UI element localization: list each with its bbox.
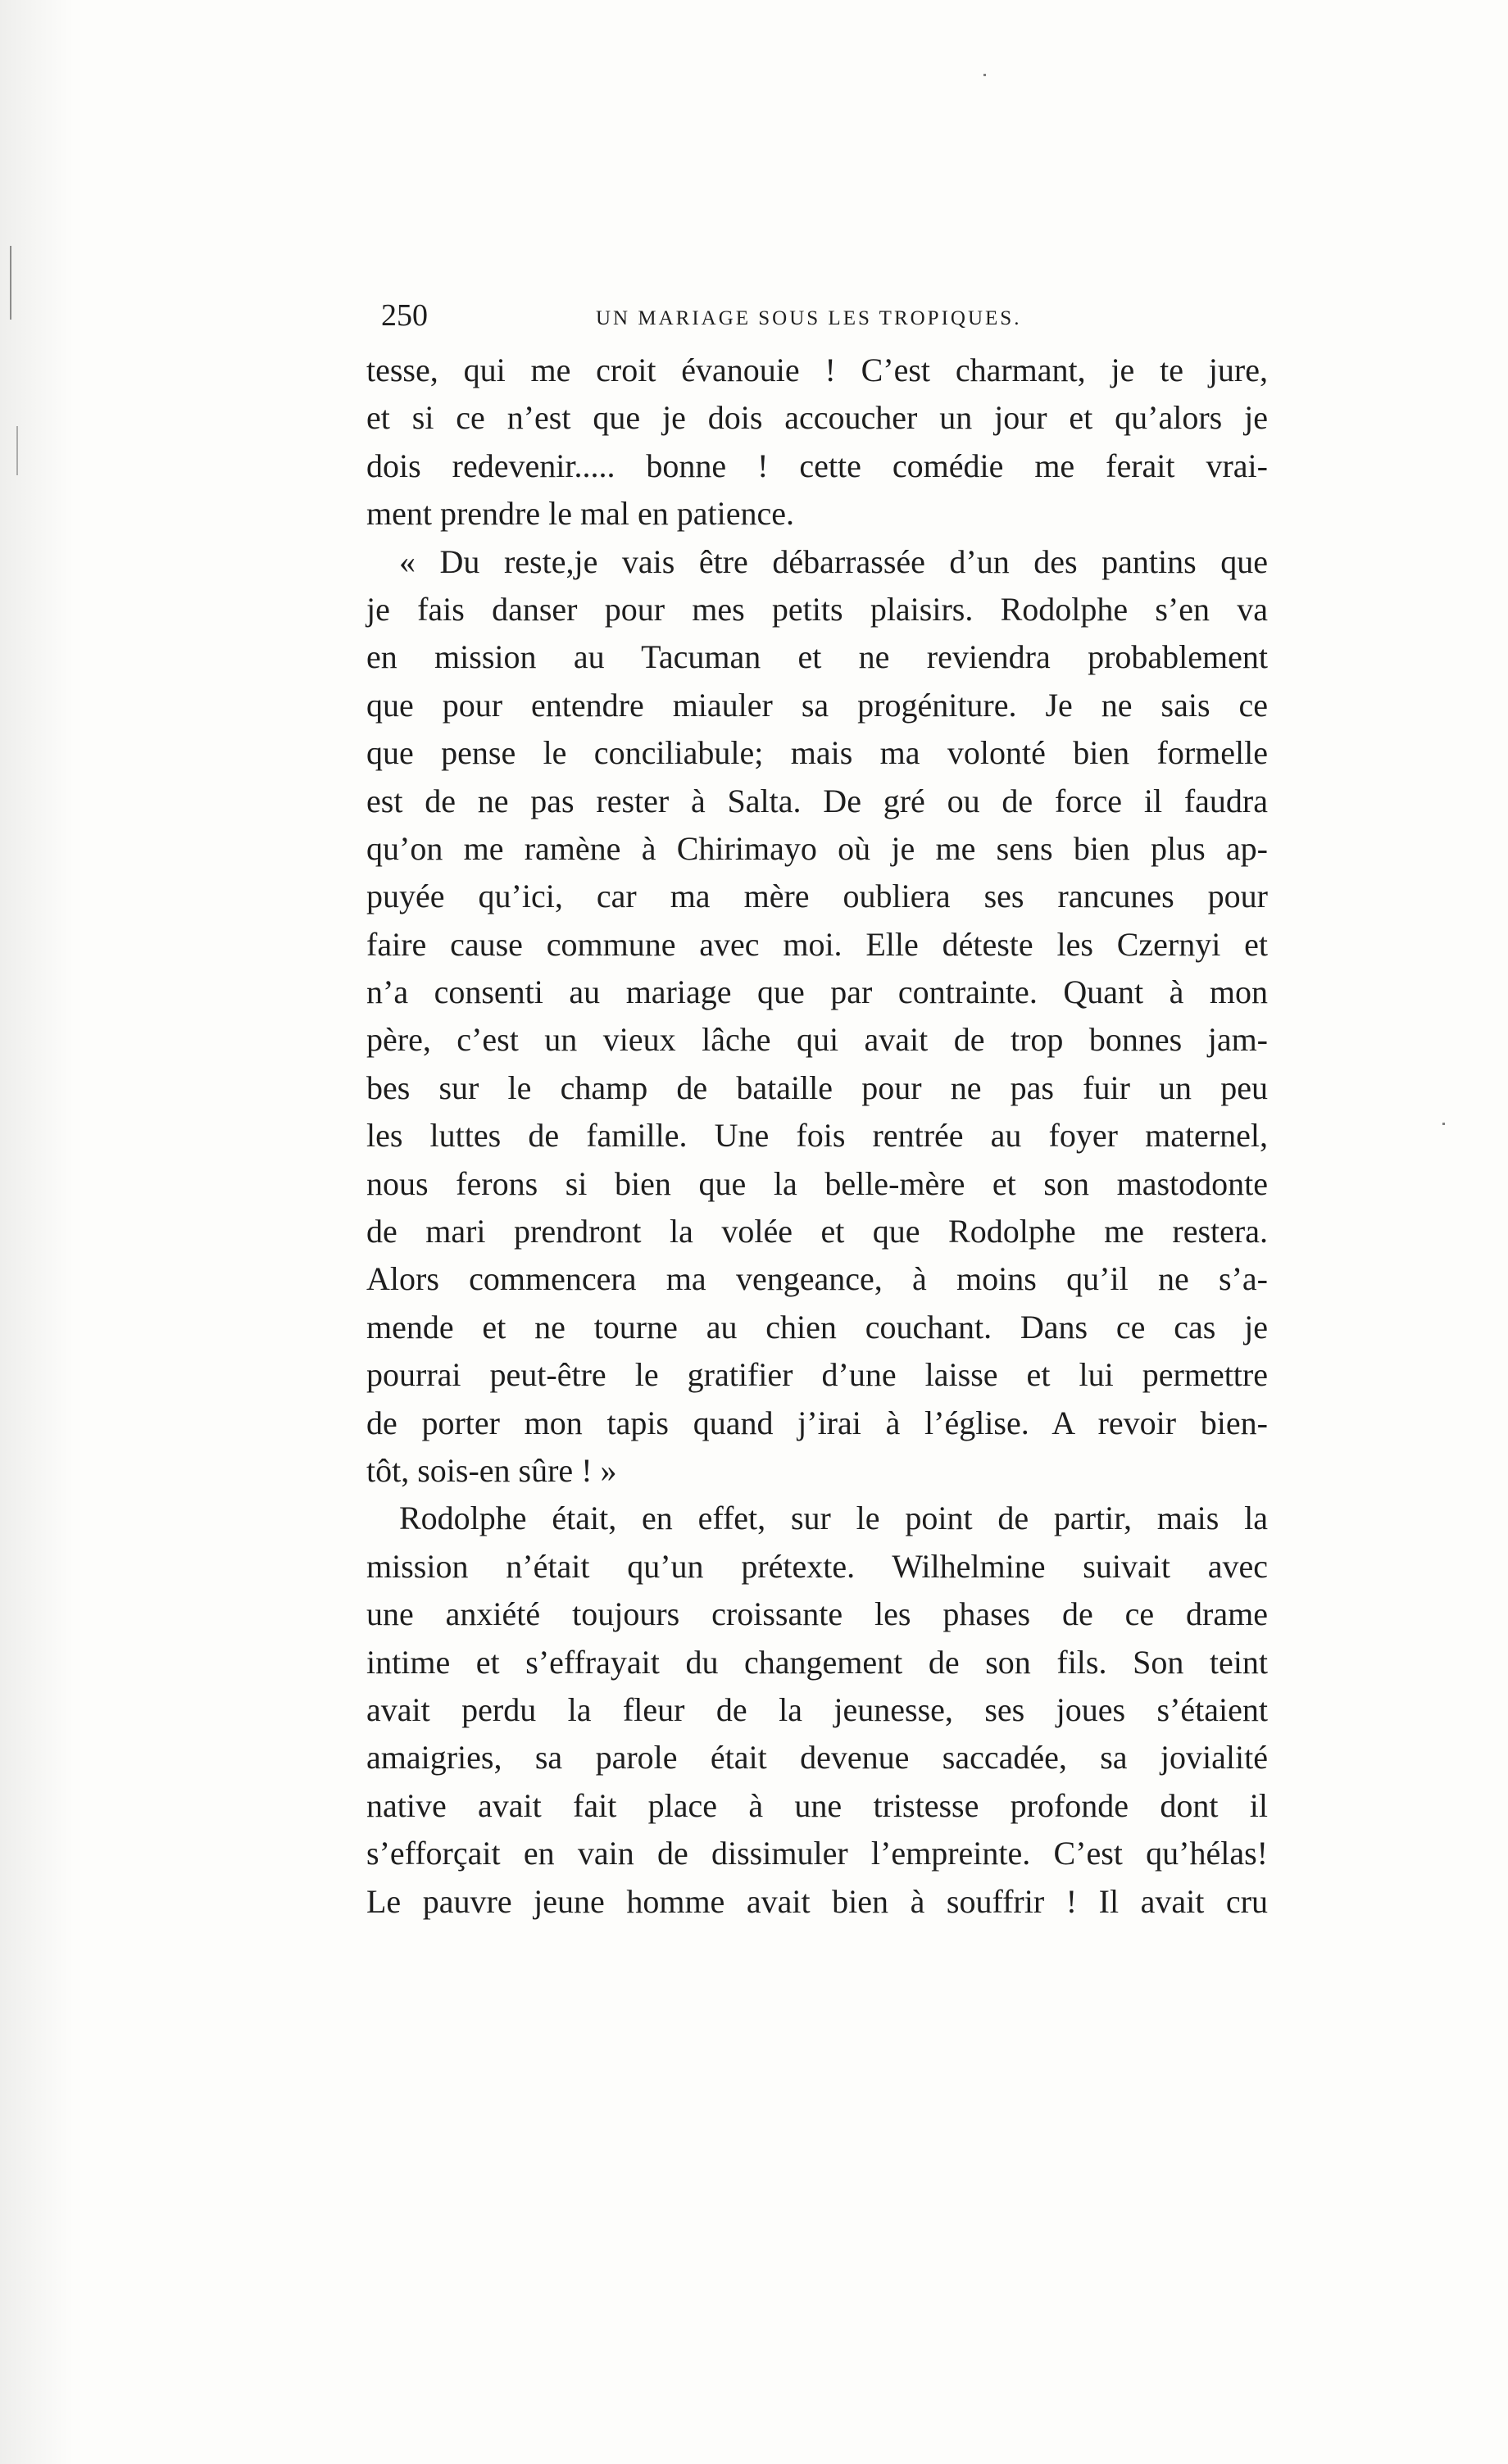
text-line: s’efforçait en vain de dissimuler l’empreinte. C’est qu’hélas! [366, 1835, 1268, 1872]
scan-speck [1442, 1123, 1445, 1125]
text-line: et si ce n’est que je dois accoucher un jour et qu’alors je [366, 399, 1268, 437]
book-page [366, 291, 1268, 1926]
text-line: père, c’est un vieux lâche qui avait de trop bonnes jam- [366, 1021, 1268, 1059]
text-line: en mission au Tacuman et ne reviendra probablement [366, 638, 1268, 676]
text-line: n’a consenti au mariage que par contrainte. Quant à mon [366, 973, 1268, 1011]
text-line: pourrai peut-être le gratifier d’une laisse et lui permettre [366, 1356, 1268, 1394]
text-line: puyée qu’ici, car ma mère oubliera ses rancunes pour [366, 878, 1268, 915]
scan-shadow [0, 0, 74, 2464]
text-line: faire cause commune avec moi. Elle déteste les Czernyi et [366, 925, 1268, 963]
text-line: je fais danser pour mes petits plaisirs. Rodolphe s’en va [366, 590, 1268, 628]
text-line: que pour entendre miauler sa progéniture. Je ne sais ce [366, 686, 1268, 724]
text-line: tôt, sois-en sûre ! » [366, 1451, 617, 1489]
text-line: dois redevenir..... bonne ! cette comédie me ferait vrai- [366, 447, 1268, 484]
text-line: amaigries, sa parole était devenue saccadée, sa jovialité [366, 1739, 1268, 1777]
text-line: de mari prendront la volée et que Rodolphe me restera. [366, 1213, 1268, 1250]
text-line: bes sur le champ de bataille pour ne pas fuir un peu [366, 1069, 1268, 1106]
text-line: intime et s’effrayait du changement de son fils. Son teint [366, 1643, 1268, 1681]
text-line: nous ferons si bien que la belle-mère et son mastodonte [366, 1164, 1268, 1202]
text-line: mende et ne tourne au chien couchant. Dans ce cas je [366, 1308, 1268, 1345]
text-line: de porter mon tapis quand j’irai à l’église. A revoir bien- [366, 1404, 1268, 1441]
page-number: 250 [381, 298, 428, 333]
scan-speck [983, 74, 986, 76]
running-head [366, 291, 1268, 340]
scan-speck [16, 426, 18, 475]
text-line: les luttes de famille. Une fois rentrée au foyer maternel, [366, 1117, 1268, 1155]
text-line: Rodolphe était, en effet, sur le point de partir, mais la [399, 1500, 1268, 1537]
text-line: une anxiété toujours croissante les phases de ce drame [366, 1595, 1268, 1633]
text-line: mission n’était qu’un prétexte. Wilhelmine suivait avec [366, 1547, 1268, 1585]
text-line: Le pauvre jeune homme avait bien à souffrir ! Il avait cru [366, 1882, 1268, 1920]
text-line: « Du reste,je vais être débarrassée d’un des pantins que [399, 542, 1268, 580]
text-line: qu’on me ramène à Chirimayo où je me sens bien plus ap- [366, 829, 1268, 867]
scan-speck [10, 246, 11, 320]
text-line: native avait fait place à une tristesse profonde dont il [366, 1786, 1268, 1824]
text-line: Alors commencera ma vengeance, à moins qu’il ne s’a- [366, 1260, 1268, 1298]
running-title: UN MARIAGE SOUS LES TROPIQUES. [596, 307, 1022, 329]
text-line: tesse, qui me croit évanouie ! C’est charmant, je te jure, [366, 352, 1268, 388]
body-text [366, 347, 1268, 1926]
text-line: est de ne pas rester à Salta. De gré ou de force il faudra [366, 782, 1268, 819]
text-line: que pense le conciliabule; mais ma volonté bien formelle [366, 734, 1268, 772]
text-line: avait perdu la fleur de la jeunesse, ses joues s’étaient [366, 1690, 1268, 1728]
text-line: ment prendre le mal en patience. [366, 495, 794, 533]
